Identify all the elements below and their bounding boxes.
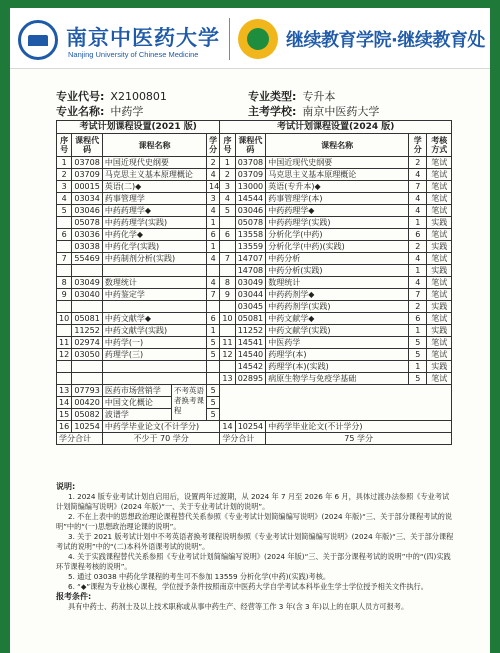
table-cell: 05078: [72, 217, 103, 229]
column-header: 课程名称: [266, 134, 409, 157]
table-cell: 11252: [72, 325, 103, 337]
divider: [229, 18, 230, 60]
table-cell: 11: [220, 337, 235, 349]
table-row-total: [57, 433, 452, 445]
table-cell: 1: [409, 361, 427, 373]
table-cell: 5: [207, 385, 220, 397]
table-cell: 14708: [235, 265, 266, 277]
table-cell: 4: [409, 253, 427, 265]
table-cell: [220, 361, 235, 373]
college-logo-icon: [238, 19, 278, 59]
table-cell: 中药学毕业论文(不计学分): [266, 421, 452, 433]
table-cell: [72, 265, 103, 277]
column-header: 课程名称: [102, 134, 206, 157]
column-header: 序号: [220, 134, 235, 157]
table-cell: 14: [220, 421, 235, 433]
table-cell: 笔试: [427, 253, 452, 265]
table-cell: 笔试: [427, 181, 452, 193]
table-cell: 6: [207, 229, 220, 241]
table-cell: 03046: [72, 205, 103, 217]
table-cell: 数理统计: [102, 277, 206, 289]
table-cell: 00420: [72, 397, 103, 409]
table-cell: [207, 373, 220, 385]
table-cell: 14: [207, 181, 220, 193]
column-header: 学分: [207, 134, 220, 157]
total-2021: 不少于 70 学分: [102, 433, 219, 445]
table-row: [57, 289, 452, 301]
table-row: [57, 265, 452, 277]
column-header: 课程代码: [235, 134, 266, 157]
table-cell: 03049: [72, 277, 103, 289]
table-cell: 14540: [235, 349, 266, 361]
table-cell: 中国近现代史纲要: [102, 157, 206, 169]
table-cell: 分析化学(中药)(实践): [266, 241, 409, 253]
major-code: 专业代号: X2100801: [56, 90, 167, 103]
column-header: 序号: [57, 134, 72, 157]
table-cell: 中国近现代史纲要: [266, 157, 409, 169]
table-cell: 数理统计: [266, 277, 409, 289]
notes-title: 说明:: [56, 482, 76, 491]
table-row: [57, 181, 452, 193]
table-cell: 药理学(本)(实践): [266, 361, 409, 373]
table-cell: 05081: [72, 313, 103, 325]
table-cell: 中药文献学◆: [102, 313, 206, 325]
table-row: [57, 301, 452, 313]
table-cell: 中药文献学(实践): [266, 325, 409, 337]
requirements-title: 报考条件:: [56, 592, 92, 601]
table-header-row: [57, 121, 452, 134]
total-2024: 75 学分: [266, 433, 452, 445]
table-cell: 2: [57, 169, 72, 181]
table-cell: 03038: [72, 241, 103, 253]
table-row: [57, 169, 452, 181]
table-row: [57, 193, 452, 205]
table-cell: 中药分析(实践): [266, 265, 409, 277]
table-cell: 笔试: [427, 205, 452, 217]
table-cell: 4: [409, 205, 427, 217]
curriculum-table: [56, 120, 452, 445]
table-cell: 16: [57, 421, 72, 433]
table-cell: 14: [57, 397, 72, 409]
table-cell: 中药化学◆: [102, 229, 206, 241]
table-cell: 13000: [235, 181, 266, 193]
table-cell: 02974: [72, 337, 103, 349]
table-cell: 5: [207, 349, 220, 361]
table-cell: 中医药学: [266, 337, 409, 349]
exam-school: 主考学校: 南京中医药大学: [248, 105, 380, 118]
note-item: 2. 不在上表中的思想政治理论课程替代关系参照《专业考试计划简编编写说明》(2024 年版)“三、关于部分课程考试的说明”中的“(一)思想政治理论课的说明”。: [56, 512, 453, 531]
table-cell: [57, 373, 72, 385]
table-cell: 03709: [235, 169, 266, 181]
table-cell: 03049: [235, 277, 266, 289]
table-cell: 1: [409, 217, 427, 229]
table-cell: 4: [57, 193, 72, 205]
university-english-name: Nanjing University of Chinese Medicine: [68, 50, 199, 59]
table-cell: 5: [220, 205, 235, 217]
table-cell: 1: [220, 157, 235, 169]
table-row: [57, 229, 452, 241]
table-cell: 笔试: [427, 169, 452, 181]
table-row: [57, 205, 452, 217]
table-cell: 6: [409, 313, 427, 325]
table-column-row: [57, 134, 452, 157]
table-cell: 笔试: [427, 349, 452, 361]
major-type: 专业类型: 专升本: [248, 90, 336, 103]
table-cell: 中药药理学(实践): [266, 217, 409, 229]
table-cell: 中药学(一): [102, 337, 206, 349]
table-row: [57, 217, 452, 229]
table-cell: 5: [207, 397, 220, 409]
table-row-elective: [57, 385, 452, 397]
note-item: 3. 关于 2021 版考试计划中不考英语者换考课程说明参照《专业考试计划简编编写说明》(2024 年版)“三、关于部分课程考试的说明”中的“(二)本科外语课考试的说明”。: [56, 532, 454, 551]
table-cell: 4: [409, 277, 427, 289]
table-cell: 03046: [235, 205, 266, 217]
table-cell: 病原生物学与免疫学基础: [266, 373, 409, 385]
table-cell: 10254: [72, 421, 103, 433]
table-cell: 笔试: [427, 277, 452, 289]
university-logo-icon: [18, 20, 58, 60]
table-cell: 03044: [235, 289, 266, 301]
table-cell: 中药药理学◆: [102, 205, 206, 217]
document-page: [10, 8, 490, 653]
table-cell: 实践: [427, 217, 452, 229]
header-banner: [10, 8, 490, 69]
note-item: 5. 通过 03038 中药化学课程的考生可不参加 13559 分析化学(中药)(实践)考核。: [68, 572, 331, 581]
elective-course-name: 医药市场营销学: [103, 385, 171, 397]
table-cell: 笔试: [427, 193, 452, 205]
notes-section: [56, 482, 456, 612]
table-cell: [220, 325, 235, 337]
elective-course-name: 中国文化概论: [103, 397, 171, 409]
table-cell: 14707: [235, 253, 266, 265]
table-cell: 2: [409, 157, 427, 169]
table-cell: 05081: [235, 313, 266, 325]
table-row: [57, 337, 452, 349]
table-cell: 10254: [235, 421, 266, 433]
table-cell: [72, 373, 103, 385]
table-cell: 03040: [72, 289, 103, 301]
table-cell: 02895: [235, 373, 266, 385]
table-cell: 5: [409, 337, 427, 349]
table-cell: 药事管理学(本): [266, 193, 409, 205]
table-cell: 7: [207, 289, 220, 301]
table-cell: [102, 301, 206, 313]
table-cell: 4: [409, 193, 427, 205]
table-cell: [72, 301, 103, 313]
table-cell: 9: [220, 289, 235, 301]
table-cell: [102, 361, 206, 373]
table-cell: [220, 217, 235, 229]
table-cell: 11: [57, 337, 72, 349]
table-cell: 1: [207, 241, 220, 253]
table-cell: 15: [57, 409, 72, 421]
elective-note: 不考英语者换考课程: [171, 385, 206, 420]
table-cell: 03708: [72, 157, 103, 169]
table-cell: 实践: [427, 265, 452, 277]
table-cell: 03034: [72, 193, 103, 205]
table-cell: 6: [220, 229, 235, 241]
table-cell: [72, 361, 103, 373]
total-label: 学分合计: [57, 433, 103, 445]
table-cell: 实践: [427, 361, 452, 373]
college-name: 继续教育学院·继续教育处: [286, 30, 485, 51]
table-cell: 05082: [72, 409, 103, 421]
table-cell: [57, 325, 72, 337]
table-cell: 药事管理学: [102, 193, 206, 205]
table-row: [57, 361, 452, 373]
table-cell: 中药文献学(实践): [102, 325, 206, 337]
table-cell: [207, 361, 220, 373]
table-cell: [57, 301, 72, 313]
table-cell: 1: [207, 217, 220, 229]
table-cell: 中药分析: [266, 253, 409, 265]
table-cell: [220, 301, 235, 313]
table-cell: [207, 301, 220, 313]
table-cell: 笔试: [427, 229, 452, 241]
table-cell: 3: [57, 181, 72, 193]
table-cell: 05078: [235, 217, 266, 229]
table-cell: 10: [220, 313, 235, 325]
blank-cell: [220, 385, 452, 421]
table-cell: 14544: [235, 193, 266, 205]
table-row: [57, 325, 452, 337]
table-cell: 7: [57, 253, 72, 265]
table-cell: 1: [57, 157, 72, 169]
table-cell: 马克思主义基本原理概论: [266, 169, 409, 181]
table-cell: 中药学毕业论文(不计学分): [102, 421, 219, 433]
table-cell: 英语(专升本)◆: [266, 181, 409, 193]
table-cell: 1: [409, 325, 427, 337]
table-cell: [102, 373, 206, 385]
table-cell: 5: [207, 409, 220, 421]
table-cell: 03709: [72, 169, 103, 181]
table-cell: 14541: [235, 337, 266, 349]
table-cell: 03050: [72, 349, 103, 361]
table-cell: 12: [220, 349, 235, 361]
table-cell: 4: [207, 277, 220, 289]
table-cell: [220, 265, 235, 277]
column-header: 课程代码: [72, 134, 103, 157]
table-cell: [102, 265, 206, 277]
table-cell: 2: [207, 157, 220, 169]
table-cell: 55469: [72, 253, 103, 265]
note-item: 6. “◆”课程为专业核心课程，学位授予条件按照南京中医药大学自学考试本科毕业生学士学位授予相关文件执行。: [68, 582, 428, 591]
university-name: 南京中医药大学: [66, 25, 220, 50]
table-cell: 4: [220, 193, 235, 205]
table-cell: [207, 265, 220, 277]
table-cell: 07793: [72, 385, 103, 397]
table-cell: 10: [57, 313, 72, 325]
table-cell: 中药化学(实践): [102, 241, 206, 253]
table-row: [57, 277, 452, 289]
table-cell: 笔试: [427, 157, 452, 169]
table-cell: 13: [220, 373, 235, 385]
table-cell: 7: [409, 181, 427, 193]
table-cell: 4: [409, 169, 427, 181]
table-cell: [57, 217, 72, 229]
table-row: [57, 241, 452, 253]
table-cell: 13558: [235, 229, 266, 241]
elective-course-name: 波谱学: [104, 410, 129, 419]
table-cell: 8: [220, 277, 235, 289]
table-cell: 3: [207, 193, 220, 205]
table-cell: 13: [57, 385, 72, 397]
table-cell: 9: [57, 289, 72, 301]
table-cell: 中药药剂学(实践): [266, 301, 409, 313]
table-cell: 中药药剂学◆: [266, 289, 409, 301]
table-cell: 5: [409, 373, 427, 385]
table-cell: 实践: [427, 301, 452, 313]
table-cell: 2: [409, 241, 427, 253]
table-cell: 中药药理学◆: [266, 205, 409, 217]
table-cell: [57, 361, 72, 373]
table-cell: 4: [207, 253, 220, 265]
table-row: [57, 313, 452, 325]
table-cell: [57, 265, 72, 277]
table-cell: 英语(二)◆: [102, 181, 206, 193]
table-cell: 药理学(本): [266, 349, 409, 361]
table-cell: 5: [207, 337, 220, 349]
table-row: [57, 373, 452, 385]
table-cell: 6: [409, 229, 427, 241]
table-row: [57, 157, 452, 169]
elective-name-cell: [102, 385, 206, 421]
table-cell: 分析化学(中药): [266, 229, 409, 241]
table-cell: 中药文献学◆: [266, 313, 409, 325]
table-cell: [220, 241, 235, 253]
table-row: [57, 349, 452, 361]
table-cell: 实践: [427, 241, 452, 253]
note-item: 1. 2024 版专业考试计划自启用后，设置两年过渡期，从 2024 年 7 月至 2026 年 6 月，具体过渡办法参照《专业考试计划简编编写说明》(2024 年版)“一、关于专业考试计划的说明”。: [56, 492, 450, 511]
column-header: 学分: [409, 134, 427, 157]
table-cell: 3: [220, 181, 235, 193]
table-cell: 7: [409, 289, 427, 301]
table-cell: 2: [409, 301, 427, 313]
column-header: 考核方式: [427, 134, 452, 157]
table-cell: 4: [207, 205, 220, 217]
note-item: 4. 关于实践课程替代关系参照《专业考试计划简编编写说明》(2024 年版)“三、关于部分课程考试的说明”中的“(四)实践环节课程考核的说明”。: [56, 552, 451, 571]
table-cell: 12: [57, 349, 72, 361]
table-cell: 03036: [72, 229, 103, 241]
table-cell: 00015: [72, 181, 103, 193]
total-label: 学分合计: [220, 433, 266, 445]
table-cell: 14542: [235, 361, 266, 373]
table-cell: 8: [57, 277, 72, 289]
table-cell: 药理学(三): [102, 349, 206, 361]
table-cell: 2: [220, 169, 235, 181]
table-cell: [57, 241, 72, 253]
requirements-text: 具有中药士、药剂士及以上技术职称或从事中药生产、经营等工作 3 年(含 3 年)以上的在职人员方可报考。: [68, 602, 409, 611]
header-2024: 考试计划课程设置(2024 版): [220, 121, 452, 134]
table-cell: 11252: [235, 325, 266, 337]
header-2021: 考试计划课程设置(2021 版): [57, 121, 220, 134]
table-cell: 03045: [235, 301, 266, 313]
table-cell: 中药制剂分析(实践): [102, 253, 206, 265]
table-cell: 马克思主义基本原理概论: [102, 169, 206, 181]
table-cell: 1: [207, 325, 220, 337]
table-cell: 4: [207, 169, 220, 181]
table-cell: 7: [220, 253, 235, 265]
table-cell: 笔试: [427, 373, 452, 385]
table-cell: 13559: [235, 241, 266, 253]
table-cell: 笔试: [427, 289, 452, 301]
table-cell: 中药鉴定学: [102, 289, 206, 301]
table-cell: 6: [57, 229, 72, 241]
table-cell: 1: [409, 265, 427, 277]
table-cell: 笔试: [427, 337, 452, 349]
table-cell: 笔试: [427, 313, 452, 325]
major-name: 专业名称: 中药学: [56, 105, 144, 118]
table-row: [57, 253, 452, 265]
table-cell: 5: [57, 205, 72, 217]
table-cell: 6: [207, 313, 220, 325]
table-cell: 03708: [235, 157, 266, 169]
table-row-thesis: [57, 421, 452, 433]
table-cell: 实践: [427, 325, 452, 337]
table-cell: 5: [409, 349, 427, 361]
table-cell: 中药药理学(实践): [102, 217, 206, 229]
